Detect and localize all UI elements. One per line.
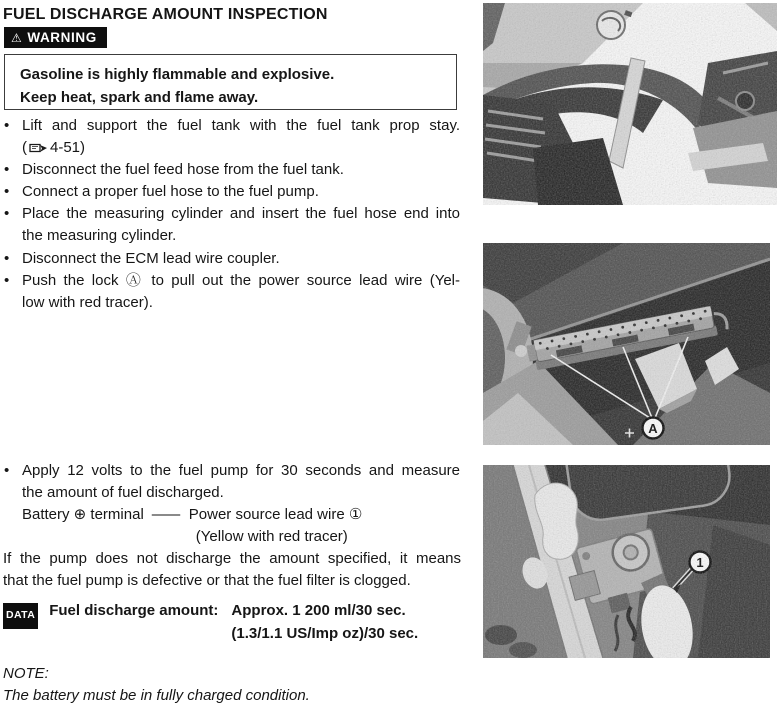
power-lead-wire-color-text: (Yellow with red tracer) (195, 528, 348, 545)
spec-value-line2: (1.3/1.1 US/Imp oz)/30 sec. (231, 624, 419, 642)
warning-box (4, 54, 457, 110)
closing-line2: that the fuel pump is defective or that the fuel filter is clogged. (3, 572, 411, 589)
battery-terminal-text: Battery ⊕ terminal (22, 506, 144, 523)
ref-page-number: 4-51) (50, 139, 86, 156)
see-page-icon (29, 142, 48, 154)
note-block (3, 663, 310, 707)
power-lead-wire-text: Power source lead wire ① (188, 506, 363, 523)
note-label: NOTE: (3, 665, 49, 682)
warning-badge-label: WARNING (27, 30, 97, 45)
list-item (4, 159, 460, 181)
lead-wire-photo (483, 465, 770, 658)
warning-triangle-icon: ⚠ (11, 30, 23, 45)
data-spec-row (3, 600, 418, 645)
list-item (4, 248, 460, 270)
warning-text-line1: Gasoline is highly flammable and explosive. (20, 66, 335, 83)
data-badge: DATA (3, 603, 38, 629)
step7-text-line2: the amount of fuel discharged. (22, 484, 224, 501)
wire-label-1: 1 (696, 555, 704, 570)
spec-label: Fuel discharge amount: (49, 602, 219, 619)
step4-text-line1: Place the measuring cylinder and insert the fuel hose end into (22, 205, 460, 222)
bullet-icon: • (4, 250, 10, 267)
step6-text-line2: low with red tracer). (22, 294, 153, 311)
warning-text-line2: Keep heat, spark and flame away. (20, 89, 259, 106)
step1-page-reference (22, 137, 460, 159)
bullet-icon: • (4, 205, 10, 222)
bullet-icon: • (4, 161, 10, 178)
step6-text-line1: Push the lock Ⓐ to pull out the power source lead wire (Yel- (22, 272, 460, 289)
bullet-icon: • (4, 117, 10, 134)
page-title: FUEL DISCHARGE AMOUNT INSPECTION (3, 6, 328, 23)
fuel-tank-photo (483, 3, 777, 205)
ref-open-paren: ( (22, 139, 27, 156)
ecm-coupler-photo (483, 243, 770, 445)
bullet-icon: • (4, 462, 10, 479)
bullet-icon: • (4, 183, 10, 200)
procedure-steps-group-3 (4, 460, 460, 548)
hookup-dash: —— (151, 506, 179, 523)
procedure-steps-group-1 (4, 115, 460, 247)
list-item (4, 115, 460, 159)
step5-text: Disconnect the ECM lead wire coupler. (22, 250, 280, 267)
step4-text-line2: the measuring cylinder. (22, 227, 177, 244)
closing-paragraph (3, 548, 461, 592)
lock-label-a: A (648, 421, 658, 436)
closing-line1: If the pump does not discharge the amount specified, it means (3, 550, 461, 567)
bullet-icon: • (4, 272, 10, 289)
battery-hookup-line (22, 504, 460, 548)
list-item (4, 460, 460, 548)
spec-value-line1: Approx. 1 200 ml/30 sec. (231, 602, 406, 619)
step1-text: Lift and support the fuel tank with the fuel tank prop stay. (22, 117, 460, 134)
spec-value (231, 600, 418, 645)
step3-text: Connect a proper fuel hose to the fuel pump. (22, 183, 319, 200)
step7-text-line1: Apply 12 volts to the fuel pump for 30 seconds and measure (22, 462, 460, 479)
procedure-steps-group-2 (4, 248, 460, 314)
figure-fuel-tank-propped (483, 3, 777, 205)
list-item (4, 181, 460, 203)
figure-power-lead-wire (483, 465, 770, 658)
figure-ecm-coupler (483, 243, 770, 445)
step2-text: Disconnect the fuel feed hose from the fuel tank. (22, 161, 344, 178)
warning-badge (4, 27, 107, 48)
note-text: The battery must be in fully charged condition. (3, 687, 310, 704)
list-item (4, 270, 460, 314)
list-item (4, 203, 460, 247)
